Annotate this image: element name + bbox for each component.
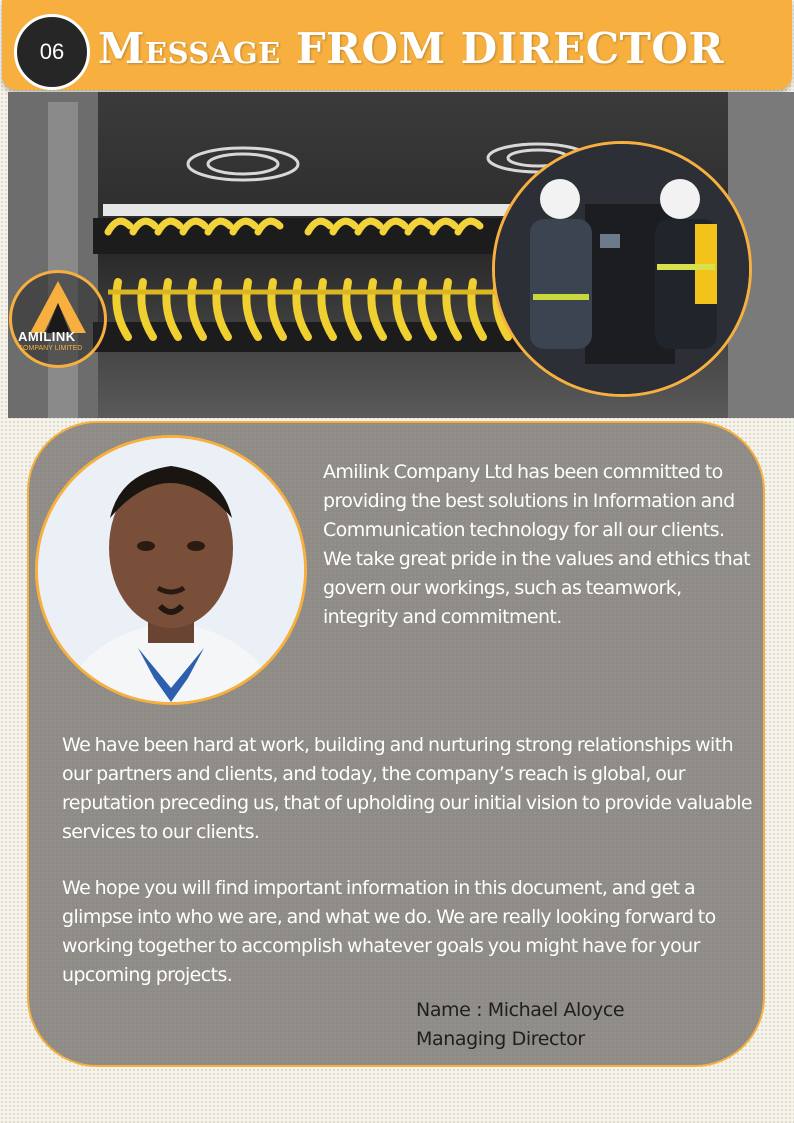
page-title: Message FROM DIRECTOR bbox=[98, 24, 724, 73]
message-paragraph-3: We hope you will find important information in this document, and get a glimpse into who we are, and what we do. We are really looking forward to working together to accomplish whatever goals you might have for your upcoming projects. bbox=[62, 877, 716, 986]
technicians-photo bbox=[492, 141, 752, 397]
message-paragraph-2: We have been hard at work, building and nurturing strong relationships with our partners and clients, and today, the company’s reach is global, our reputation preceding us, that of upholding our initial vision to provide valuable services to our clients. bbox=[62, 734, 753, 843]
intro-paragraph: Amilink Company Ltd has been committed to providing the best solutions in Information and Communication technology for all our clients. We take great pride in the values and ethics that govern our workings, such as teamwork, integrity and commitment. bbox=[323, 461, 750, 628]
page-number-badge: 06 bbox=[14, 14, 90, 90]
logo-wordmark: AMILINK bbox=[18, 329, 76, 344]
logo-subtitle: COMPANY LIMITED bbox=[18, 345, 83, 352]
director-role: Managing Director bbox=[416, 1028, 585, 1050]
company-logo bbox=[9, 270, 107, 368]
signature-block bbox=[416, 996, 624, 1054]
director-name: Name : Michael Aloyce bbox=[416, 999, 625, 1021]
director-portrait bbox=[35, 435, 307, 705]
